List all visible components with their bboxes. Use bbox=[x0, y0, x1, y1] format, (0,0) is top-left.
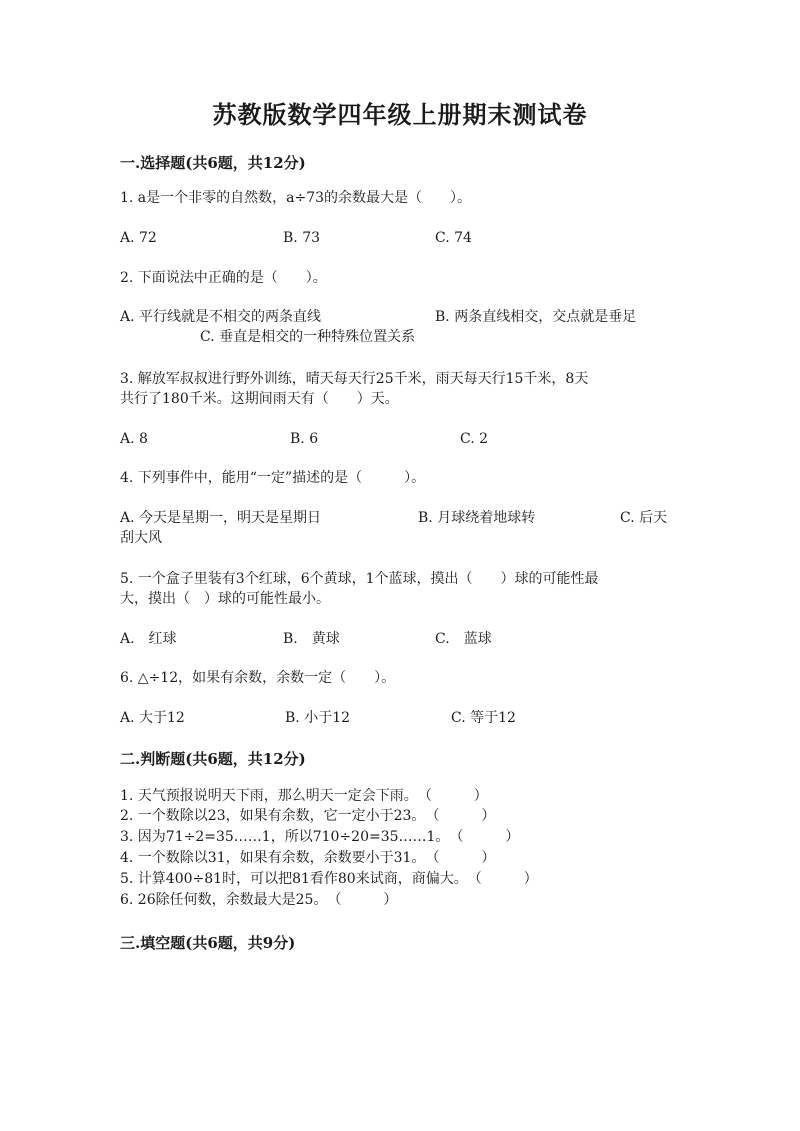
question-4-option-b: B. 月球绕着地球转 bbox=[418, 510, 536, 526]
question-4-option-c: C. 后天 bbox=[620, 510, 668, 526]
true-false-item-2 bbox=[120, 806, 495, 826]
question-3-stem-line1: 3. 解放军叔叔进行野外训练，晴天每天行25千米，雨天每天行15千米，8天 bbox=[120, 371, 589, 387]
section-header-choice: 一.选择题(共6题，共12分) bbox=[120, 154, 306, 172]
true-false-item-text: 5. 计算400÷81时，可以把81看作80来试商，商偏大。 bbox=[120, 871, 468, 887]
section-header-fill-blank: 三.填空题(共6题，共9分) bbox=[120, 934, 296, 952]
question-2-option-c: C. 垂直是相交的一种特殊位置关系 bbox=[200, 329, 416, 345]
question-2-option-a: A. 平行线就是不相交的两条直线 bbox=[120, 309, 322, 325]
true-false-item-text: 6. 26除任何数，余数最大是25。 bbox=[120, 892, 328, 908]
true-false-item-6 bbox=[120, 890, 397, 910]
answer-blank: （ ） bbox=[425, 850, 496, 866]
true-false-item-4 bbox=[120, 848, 495, 868]
true-false-item-text: 4. 一个数除以31，如果有余数，余数要小于31。 bbox=[120, 850, 426, 866]
question-3-stem-line2: 共行了180千米。这期间雨天有（ ）天。 bbox=[120, 391, 399, 407]
question-2-stem: 2. 下面说法中正确的是（ ）。 bbox=[120, 270, 327, 286]
question-1-option-c: C. 74 bbox=[435, 230, 472, 246]
true-false-item-3 bbox=[120, 827, 519, 847]
question-5-stem-line1: 5. 一个盒子里装有3个红球，6个黄球，1个蓝球，摸出（ ）球的可能性最 bbox=[120, 571, 599, 587]
question-3-option-a: A. 8 bbox=[120, 431, 148, 447]
question-5-option-b: B. 黄球 bbox=[283, 631, 340, 647]
true-false-item-1 bbox=[120, 786, 488, 806]
question-4-option-a: A. 今天是星期一，明天是星期日 bbox=[120, 510, 322, 526]
page-title: 苏教版数学四年级上册期末测试卷 bbox=[212, 100, 588, 129]
question-1-option-b: B. 73 bbox=[283, 230, 321, 246]
answer-blank: （ ） bbox=[417, 788, 488, 804]
answer-blank: （ ） bbox=[327, 892, 398, 908]
question-3-option-b: B. 6 bbox=[290, 431, 319, 447]
question-3-option-c: C. 2 bbox=[460, 431, 489, 447]
question-6-option-a: A. 大于12 bbox=[120, 710, 185, 726]
question-5-option-a: A. 红球 bbox=[120, 631, 177, 647]
question-6-option-b: B. 小于12 bbox=[285, 710, 351, 726]
question-4-option-c-continued: 刮大风 bbox=[120, 530, 162, 546]
answer-blank: （ ） bbox=[467, 871, 538, 887]
question-6-stem: 6. △÷12，如果有余数，余数一定（ ）。 bbox=[120, 670, 396, 686]
question-6-option-c: C. 等于12 bbox=[451, 710, 516, 726]
true-false-item-text: 3. 因为71÷2=35……1，所以710÷20=35……1。 bbox=[120, 829, 450, 845]
true-false-item-5 bbox=[120, 869, 538, 889]
question-1-option-a: A. 72 bbox=[120, 230, 157, 246]
question-2-option-b: B. 两条直线相交，交点就是垂足 bbox=[435, 309, 637, 325]
question-5-option-c: C. 蓝球 bbox=[435, 631, 492, 647]
true-false-item-text: 2. 一个数除以23，如果有余数，它一定小于23。 bbox=[120, 808, 426, 824]
question-5-stem-line2: 大，摸出（ ）球的可能性最小。 bbox=[120, 591, 330, 607]
question-4-stem: 4. 下列事件中，能用“一定”描述的是（ ）。 bbox=[120, 470, 426, 486]
answer-blank: （ ） bbox=[425, 808, 496, 824]
true-false-item-text: 1. 天气预报说明天下雨，那么明天一定会下雨。 bbox=[120, 788, 418, 804]
section-header-true-false: 二.判断题(共6题，共12分) bbox=[120, 750, 306, 768]
question-1-stem: 1. a是一个非零的自然数，a÷73的余数最大是（ ）。 bbox=[120, 190, 472, 206]
answer-blank: （ ） bbox=[449, 829, 520, 845]
